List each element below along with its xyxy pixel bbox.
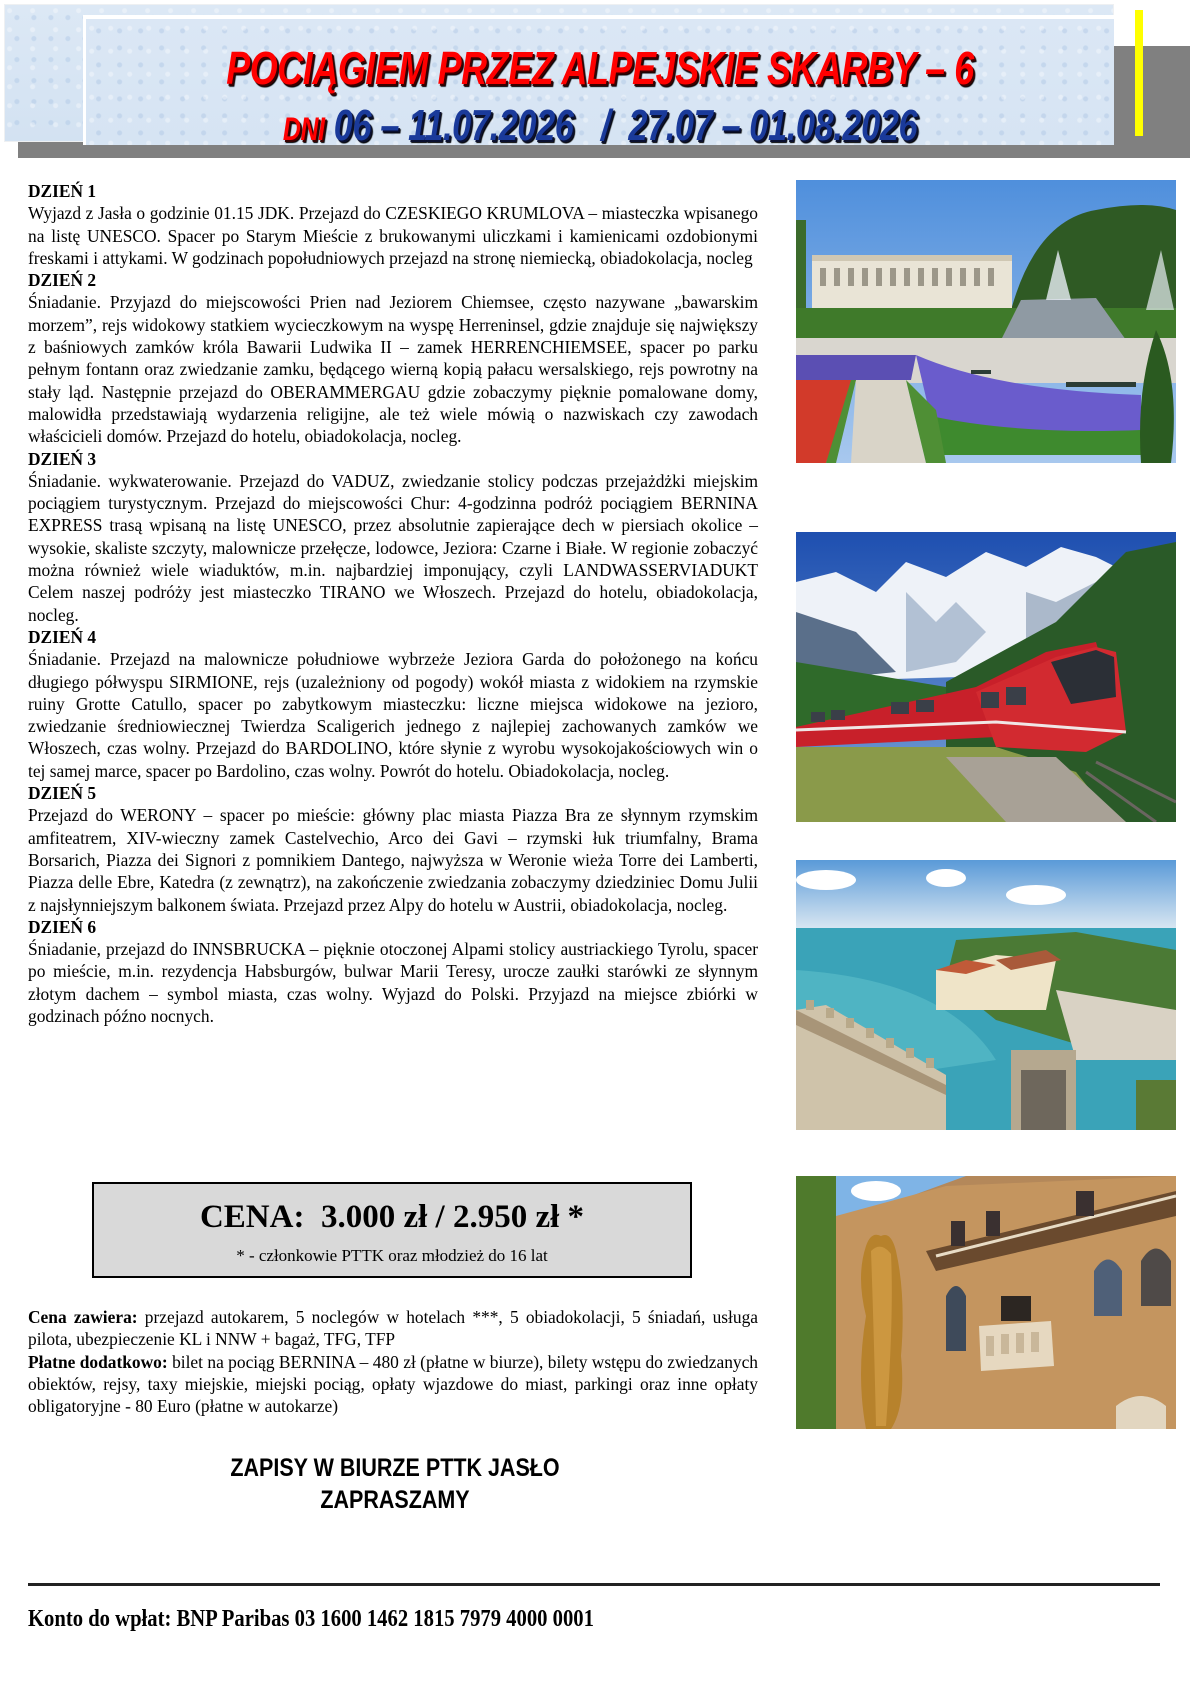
includes-label: Cena zawiera: — [28, 1307, 138, 1327]
day-title: DZIEŃ 6 — [28, 916, 97, 937]
itinerary — [28, 180, 758, 1027]
photo-sirmione — [796, 860, 1176, 1130]
day-description: Śniadanie, przejazd do INNSBRUCKA – pięknie otoczonej Alpami stolicy austriackiego Tyrolu, spacer po mieście, m.in. rezydencja Habsburgów, bulwar Marii Teresy, urocze zaułki starówki ze słynnym złotym dachem – symbol miasta, czas wolny. Wyjazd do Polski. Przyjazd na miejsce zbiórki w godzinach późno nocnych. — [28, 939, 758, 1026]
day-description: Śniadanie. wykwaterowanie. Przejazd do VADUZ, zwiedzanie stolicy podczas przejażdżki miejskim pociągiem turystycznym. Przejazd do miejscowości Chur: 4-godzinna podróż pociągiem BERNINA EXPRESS trasą wpisaną na listę UNESCO, przez absolutnie zapierające dech w piersiach okolice – wysokie, skaliste szczyty, malownicze przełęcze, lodowce, Jeziora: Czarne i Białe. W regionie zobaczyć można również wiele wiaduktów, m.in. najbardziej imponujący, czyli LANDWASSERVIADUKT Celem naszej podróży jest miasteczko TIRANO we Włoszech. Przejazd do hotelu, obiadokolacja, nocleg. — [28, 470, 758, 625]
trip-title: POCIĄGIEM PRZEZ ALPEJSKIE SKARBY – 6 — [226, 42, 974, 94]
signup-callout — [167, 1452, 623, 1516]
accent-bar — [1135, 10, 1143, 136]
juliet-balcony-image — [796, 1176, 1176, 1429]
header-banner — [4, 4, 1114, 150]
footer-divider — [28, 1583, 1160, 1586]
photo-bernina-express — [796, 532, 1176, 822]
day-title: DZIEŃ 3 — [28, 448, 97, 469]
price-box — [92, 1182, 692, 1278]
day-section — [28, 448, 758, 626]
bank-account: Konto do wpłat: BNP Paribas 03 1600 1462 1815 7979 4000 0001 — [28, 1606, 594, 1632]
extras-text: bilet na pociąg BERNINA – 480 zł (płatne w biurze), bilety wstępu do zwiedzanych obiektów, rejsy, taxy miejskie, miejski pociąg, opłaty wjazdowe do miast, parkingi oraz inne opłaty obligatoryjne - 80 Euro (płatne w autokarze) — [28, 1351, 758, 1417]
signup-office: ZAPISY W BIURZE PTTK JASŁO — [230, 1454, 560, 1482]
day-section — [28, 626, 758, 782]
day-title: DZIEŃ 2 — [28, 270, 97, 291]
days-label: DNI — [282, 111, 325, 147]
price-includes — [28, 1306, 758, 1351]
trip-dates — [199, 101, 1001, 151]
day-title: DZIEŃ 4 — [28, 626, 97, 647]
photo-juliet-house — [796, 1176, 1176, 1429]
day-section — [28, 180, 758, 269]
price-amount: CENA: 3.000 zł / 2.950 zł * — [199, 1199, 585, 1235]
day-title: DZIEŃ 1 — [28, 181, 97, 201]
day-section — [28, 916, 758, 1027]
train-mountains-image — [796, 532, 1176, 822]
includes-text: przejazd autokarem, 5 noclegów w hotelach ***, 5 obiadokolacji, 5 śniadań, usługa pilota, ubezpieczenie KL i NNW + bagaż, TFG, TFP — [28, 1307, 758, 1350]
price-extras — [28, 1351, 758, 1418]
header-inner-frame — [83, 15, 1114, 150]
price-note: * - członkowie PTTK oraz młodzież do 16 lat — [236, 1246, 548, 1265]
day-title: DZIEŃ 5 — [28, 783, 97, 804]
photo-herrenchiemsee — [796, 180, 1176, 463]
day-section — [28, 269, 758, 447]
extras-label: Płatne dodatkowo: — [28, 1351, 168, 1372]
day-description: Wyjazd z Jasła o godzinie 01.15 JDK. Przejazd do CZESKIEGO KRUMLOVA – miasteczka wpisanego na listę UNESCO. Spacer po Starym Mieście z brukowanymi uliczkami i kamienicami ozdobionymi freskami i attykami. W godzinach popołudniowych przejazd na stronę niemiecką, obiadokolacja, nocleg — [28, 203, 758, 268]
palace-garden-image — [796, 180, 1176, 463]
lake-garda-castle-image — [796, 860, 1176, 1130]
signup-invite: ZAPRASZAMY — [320, 1486, 470, 1514]
day-description: Śniadanie. Przyjazd do miejscowości Prien nad Jeziorem Chiemsee, często nazywane „bawarskim morzem”, rejs widokowy statkiem wycieczkowym na wyspę Herreninsel, gdzie znajduje się największy z baśniowych zamków króla Bawarii Ludwika II – zamek HERRENCHIEMSEE, spacer po parku pełnym fontann oraz zwiedzanie zamku, będącego wierną kopią pałacu wersalskiego, rejs powrotny na stały ląd. Następnie przejazd do OBERAMMERGAU gdzie zobaczymy pięknie pomalowane domy, malowidła przedstawiają wydarzenia religijne, ale też wiele mówią o nazwiskach czy zawodach właścicieli domów. Przejazd do hotelu, obiadokolacja, nocleg. — [28, 292, 758, 447]
price-details — [28, 1306, 758, 1417]
day-description: Śniadanie. Przejazd na malownicze południowe wybrzeże Jeziora Garda do położonego na końcu długiego półwyspu SIRMIONE, rejs (uzależniony od pogody) wokół miasta z widokiem na rzymskie ruiny Grotte Catullo, spacer po zabytkowym miasteczku: liczne miejsca widokowe na jezioro, zwiedzanie średniowiecznej Twierdza Scaligerich jednego z najlepiej zachowanych zamków we Włoszech, czas wolny. Przejazd do BARDOLINO, które słynie z wyrobu wysokojakościowych win o tej samej marce, spacer po Bardolino, czas wolny. Powrót do hotelu. Obiadokolacja, nocleg. — [28, 649, 758, 781]
date-ranges: 06 – 11.07.2026 / 27.07 – 01.08.2026 — [333, 101, 918, 150]
day-section — [28, 782, 758, 916]
day-description: Przejazd do WERONY – spacer po mieście: główny plac miasta Piazza Bra ze słynnym rzymskim amfiteatrem, XIV-wieczny zamek Castelvechio, Arco dei Gavi – rzymski łuk triumfalny, Brama Borsarich, Piazza dei Signori z pomnikiem Dantego, najwyższa w Weronie wieża Torre dei Lamberti, Piazza delle Ebre, Katedra (z zewnątrz), na zakończenie zwiedzania zobaczymy dziedziniec Domu Julii z najsłynniejszym balkonem świata. Przejazd przez Alpy do hotelu w Austrii, obiadokolacja, nocleg. — [28, 805, 758, 915]
